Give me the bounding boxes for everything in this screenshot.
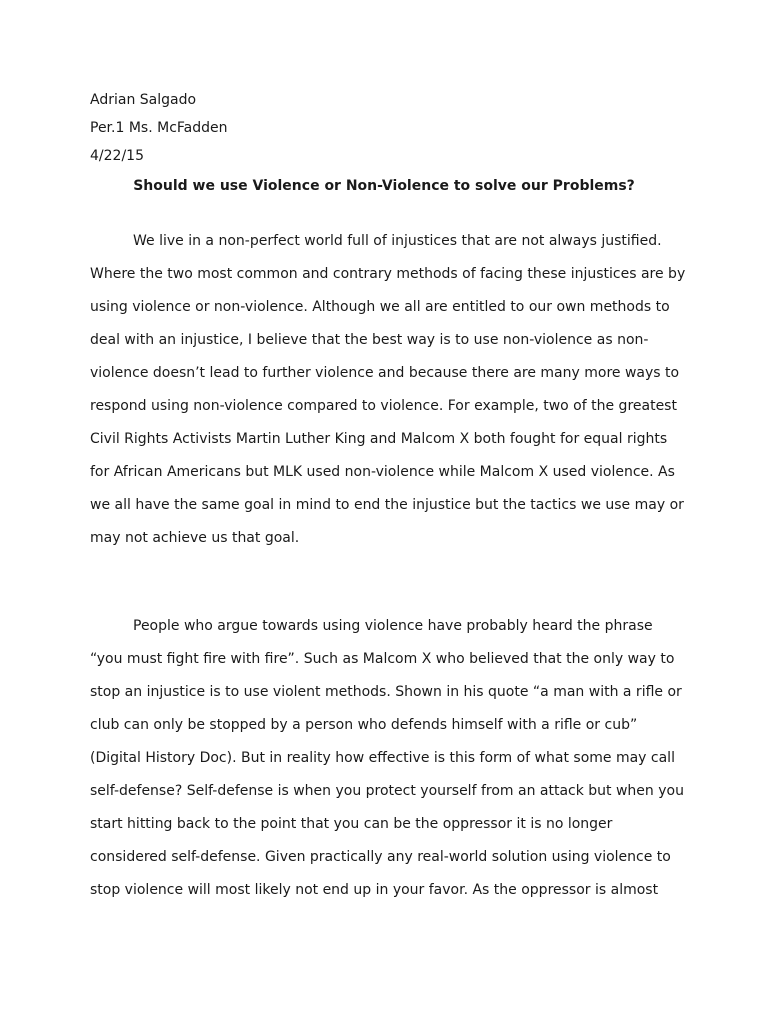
paragraph-line: respond using non-violence compared to violence. For example, two of the greatest [90, 398, 677, 414]
paragraph-line: People who argue towards using violence have probably heard the phrase [133, 618, 653, 634]
paragraph-line: may not achieve us that goal. [90, 530, 300, 546]
paragraph-line: deal with an injustice, I believe that the best way is to use non-violence as non- [90, 332, 649, 348]
essay-title: Should we use Violence or Non-Violence to solve our Problems? [133, 178, 635, 194]
paragraph-line: using violence or non-violence. Although we all are entitled to our own methods to [90, 299, 670, 315]
date-line: 4/22/15 [90, 148, 144, 164]
paragraph-line: stop violence will most likely not end up in your favor. As the oppressor is almost [90, 882, 659, 898]
paragraph-line: self-defense? Self-defense is when you protect yourself from an attack but when you [90, 783, 684, 799]
paragraph-1 [90, 225, 690, 555]
paragraph-line: for African Americans but MLK used non-violence while Malcom X used violence. As [90, 464, 675, 480]
paragraph-line: Where the two most common and contrary methods of facing these injustices are by [90, 266, 686, 282]
paragraph-line: “you must fight fire with fire”. Such as Malcom X who believed that the only way to [90, 651, 675, 667]
paragraph-2 [90, 610, 690, 907]
paragraph-line: considered self-defense. Given practically any real-world solution using violence to [90, 849, 671, 865]
paragraph-line: club can only be stopped by a person who defends himself with a rifle or cub” [90, 717, 638, 733]
author-name: Adrian Salgado [90, 92, 197, 108]
paragraph-line: stop an injustice is to use violent methods. Shown in his quote “a man with a rifle or [90, 684, 682, 700]
paragraph-line: (Digital History Doc). But in reality how effective is this form of what some may call [90, 750, 675, 766]
paragraph-line: start hitting back to the point that you can be the oppressor it is no longer [90, 816, 613, 832]
paragraph-line: we all have the same goal in mind to end the injustice but the tactics we use may or [90, 497, 684, 513]
paragraph-line: We live in a non-perfect world full of injustices that are not always justified. [133, 233, 662, 249]
paragraph-line: violence doesn’t lead to further violence and because there are many more ways to [90, 365, 680, 381]
paragraph-line: Civil Rights Activists Martin Luther King and Malcom X both fought for equal rights [90, 431, 668, 447]
class-info: Per.1 Ms. McFadden [90, 120, 228, 136]
